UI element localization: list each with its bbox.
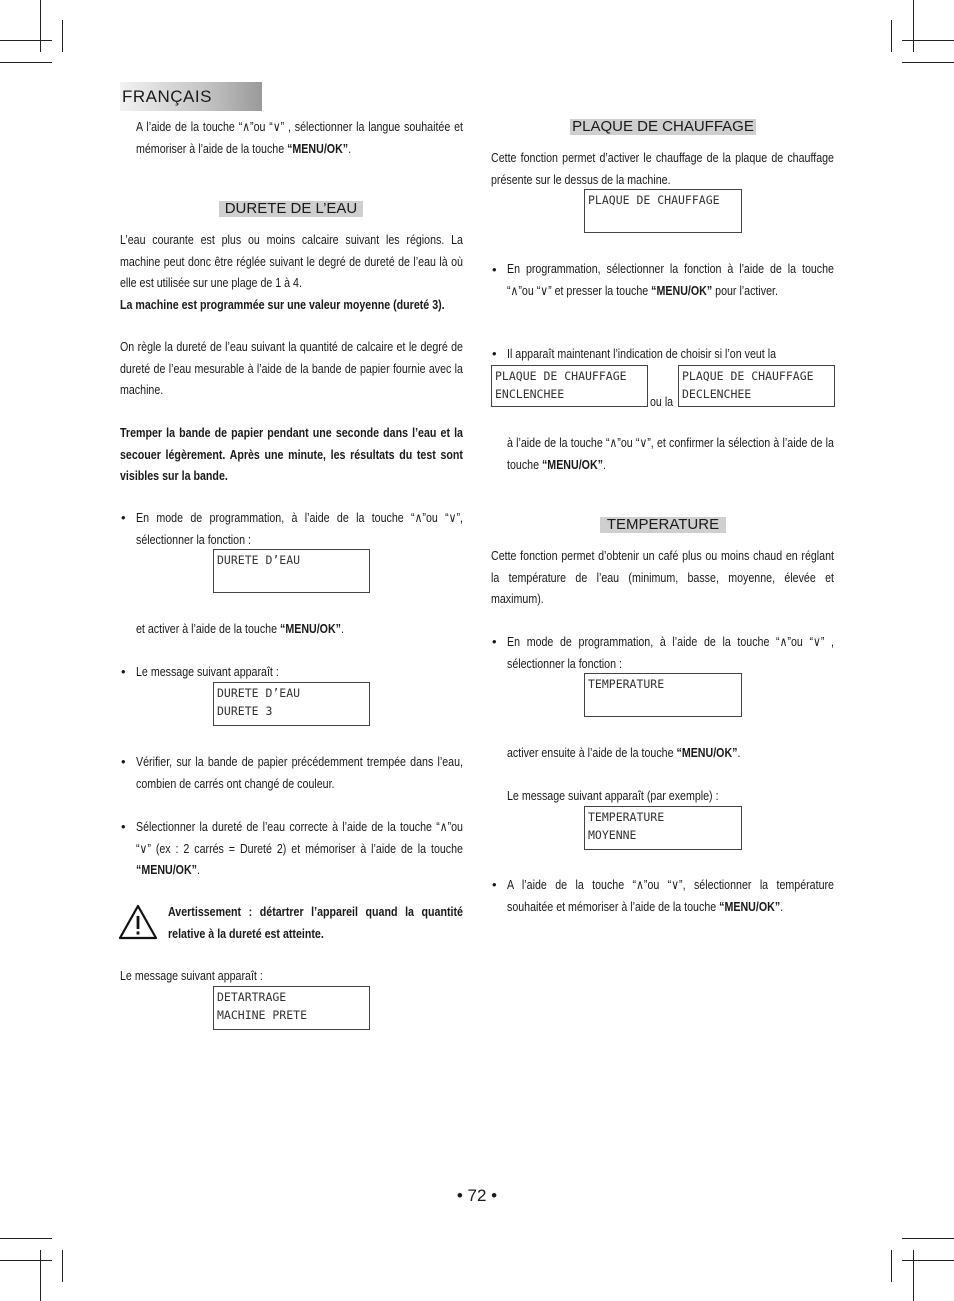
or-label: ou la: [650, 394, 674, 409]
bullet: •: [121, 819, 126, 834]
temp-step-message: Le message suivant apparaît (par exemple) :: [507, 788, 719, 803]
lcd-line: PLAQUE DE CHAUFFAGE: [495, 369, 627, 383]
lcd-line: DURETE D’EAU: [217, 686, 301, 700]
temp-step-select: En mode de programmation, à l’aide de la touche “∧”ou “∨” , sélectionner la fonction :: [507, 634, 834, 671]
hardness-heading: DURETE DE L’EAU: [219, 201, 363, 217]
lcd-line: DURETE 3: [217, 704, 273, 718]
lcd-line: PLAQUE DE CHAUFFAGE: [682, 369, 814, 383]
crop-mark: [40, 1250, 41, 1301]
step-verify: Vérifier, sur la bande de papier précédemment trempée dans l’eau, combien de carrés ont changé de couleur.: [136, 754, 463, 791]
bullet: •: [121, 754, 126, 769]
lcd-line: PLAQUE DE CHAUFFAGE: [588, 193, 720, 207]
lcd-line: MOYENNE: [588, 828, 637, 842]
temp-step-save: A l’aide de la touche “∧”ou “∨”, sélectionner la température souhaitée et mémoriser à l’aide de la touche “MENU/OK”.: [507, 877, 834, 914]
crop-mark: [0, 40, 52, 41]
language-tab: FRANÇAIS: [120, 82, 262, 111]
bullet: •: [492, 877, 497, 892]
lcd-display: [584, 673, 742, 717]
step-select-correct: Sélectionner la dureté de l’eau correcte à l’aide de la touche “∧”ou “∨” (ex : 2 carrés = Dureté 2) et mémoriser à l’aide de la touche “MENU/OK”.: [136, 819, 463, 877]
intro-text: A l’aide de la touche “∧”ou “∨” , sélectionner la langue souhaitée et mémoriser à l’aide de la touche “MENU/OK”.: [136, 119, 463, 156]
bullet: •: [492, 634, 497, 649]
crop-mark: [0, 1260, 52, 1261]
hardness-paragraph-3: On règle la dureté de l’eau suivant la quantité de calcaire et le degré de dureté de l’eau mesurable à l’aide de la bande de papier fournie avec la machine.: [120, 339, 463, 397]
crop-mark: [62, 1250, 63, 1282]
lcd-line: TEMPERATURE: [588, 677, 665, 691]
step-activate: et activer à l’aide de la touche “MENU/OK”.: [136, 621, 344, 636]
crop-mark: [62, 20, 63, 52]
bullet: •: [121, 510, 126, 525]
plate-step-confirm: à l’aide de la touche “∧”ou “∨”, et confirmer la sélection à l’aide de la touche “MENU/OK”.: [507, 435, 834, 472]
crop-mark: [40, 0, 41, 52]
hardness-paragraph-2: La machine est programmée sur une valeur moyenne (dureté 3).: [120, 297, 445, 312]
lcd-display: [491, 365, 648, 407]
crop-mark: [0, 62, 52, 63]
plate-step-choose: Il apparaît maintenant l’indication de choisir si l’on veut la: [507, 346, 777, 361]
crop-mark: [891, 1250, 892, 1282]
crop-mark: [902, 40, 954, 41]
plate-step-select: En programmation, sélectionner la fonction à l’aide de la touche “∧”ou “∨” et presser la touche “MENU/OK” pour l’activer.: [507, 261, 834, 298]
lcd-display: [584, 189, 742, 233]
lcd-line: DURETE D’EAU: [217, 553, 301, 567]
crop-mark: [0, 1238, 52, 1239]
warning-triangle-icon: [118, 904, 158, 940]
lcd-line: DECLENCHEE: [682, 387, 752, 401]
page-number: • 72 •: [456, 1186, 498, 1205]
warning-text: Avertissement : détartrer l’appareil quand la quantité relative à la dureté est atteinte.: [168, 904, 463, 941]
crop-mark: [902, 1260, 954, 1261]
temp-step-activate: activer ensuite à l’aide de la touche “MENU/OK”.: [507, 745, 741, 760]
lcd-line: MACHINE PRETE: [217, 1008, 308, 1022]
lcd-display: [213, 549, 370, 593]
hardness-paragraph-1: L’eau courante est plus ou moins calcaire suivant les régions. La machine peut donc être réglée suivant le degré de dureté de l’eau là où elle est utilisée sur une plage de 1 à 4.: [120, 232, 463, 290]
lcd-display: [213, 986, 370, 1030]
step-select-hardness: En mode de programmation, à l’aide de la touche “∧”ou “∨”, sélectionner la fonction :: [136, 510, 463, 547]
bullet: •: [492, 346, 497, 361]
crop-mark: [891, 20, 892, 52]
crop-mark: [913, 0, 914, 52]
crop-mark: [902, 1238, 954, 1239]
lcd-line: DETARTRAGE: [217, 990, 287, 1004]
lcd-display: [584, 806, 742, 850]
lcd-display: [678, 365, 835, 407]
lcd-line: ENCLENCHEE: [495, 387, 565, 401]
hardness-paragraph-4: Tremper la bande de papier pendant une seconde dans l’eau et la secouer légèrement. Après une minute, les résultats du test sont visibles sur la bande.: [120, 425, 463, 483]
bullet: •: [492, 262, 497, 277]
temperature-paragraph: Cette fonction permet d’obtenir un café plus ou moins chaud en réglant la température de l’eau (minimum, basse, moyenne, élevée et maximum).: [491, 548, 834, 606]
lcd-line: TEMPERATURE: [588, 810, 665, 824]
crop-mark: [913, 1250, 914, 1301]
plate-heading: PLAQUE DE CHAUFFAGE: [570, 119, 756, 135]
bullet: •: [121, 664, 126, 679]
crop-mark: [902, 62, 954, 63]
plate-paragraph: Cette fonction permet d’activer le chauffage de la plaque de chauffage présente sur le dessus de la machine.: [491, 150, 834, 187]
step-message: Le message suivant apparaît :: [136, 664, 279, 679]
temperature-heading: TEMPERATURE: [600, 517, 726, 533]
step-descale-message: Le message suivant apparaît :: [120, 968, 263, 983]
lcd-display: [213, 682, 370, 726]
